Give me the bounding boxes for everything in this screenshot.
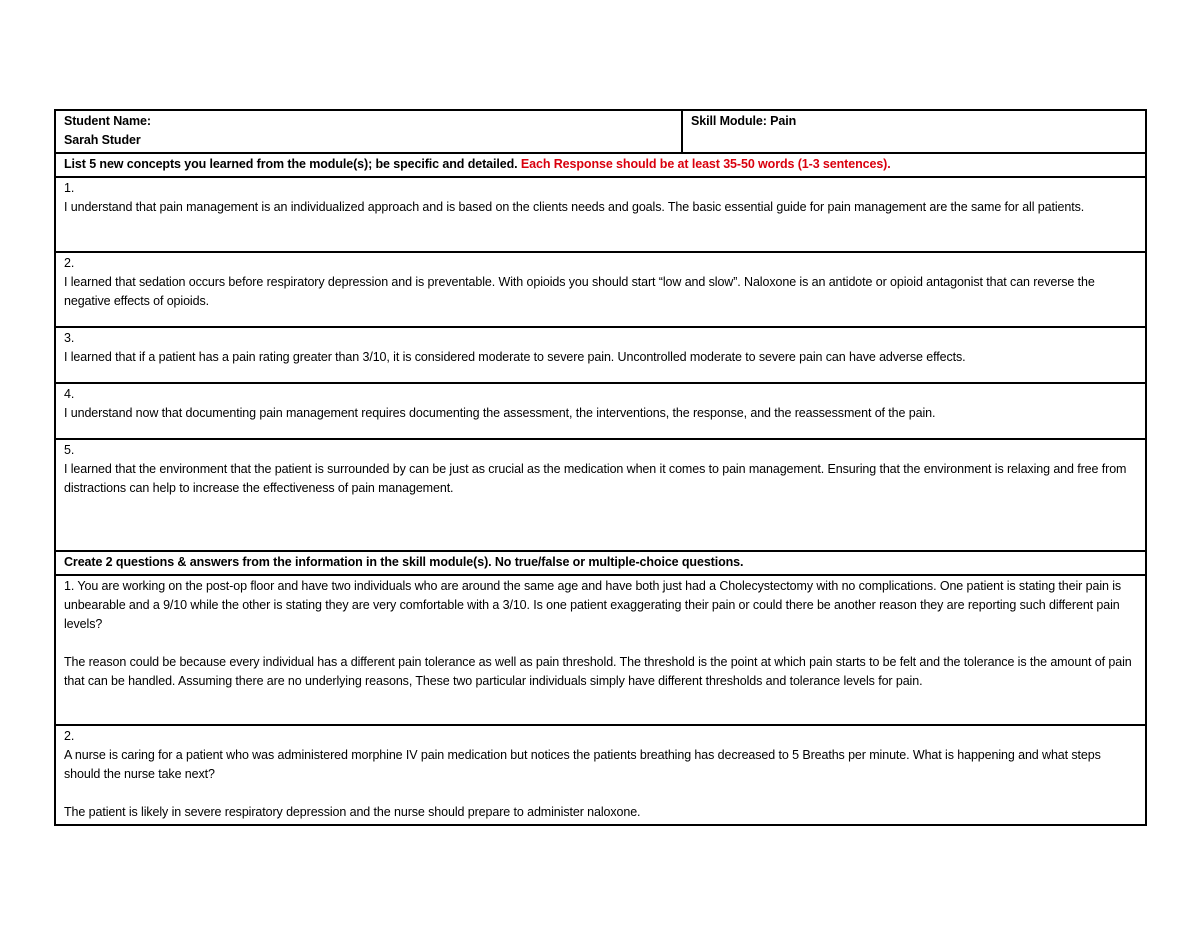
concept-row-5 — [55, 439, 1146, 551]
concept-text-5: I learned that the environment that the patient is surrounded by can be just as crucial as the medication when it comes to pain management. Ensuring that the environment is relaxing and free from distractions can help to increase the effectiveness of pain management. — [64, 462, 1127, 495]
concept-row-1 — [55, 177, 1146, 252]
questions-instruction-row — [55, 551, 1146, 575]
concept-cell-5 — [55, 439, 1146, 551]
blank-line — [64, 784, 1137, 803]
concept-text-2: I learned that sedation occurs before respiratory depression and is preventable. With opioids you should start “low and slow”. Naloxone is an antidote or opioid antagonist that can reverse the negative effects of opioids. — [64, 275, 1095, 308]
question-number-2: 2. — [64, 729, 75, 743]
concept-row-2 — [55, 252, 1146, 327]
concepts-instruction: List 5 new concepts you learned from the module(s); be specific and detailed. — [64, 157, 518, 171]
question-cell-1 — [55, 575, 1146, 725]
answer-text-2: The patient is likely in severe respiratory depression and the nurse should prepare to administer naloxone. — [64, 805, 641, 819]
concept-text-4: I understand now that documenting pain management requires documenting the assessment, the interventions, the response, and the reassessment of the pain. — [64, 406, 936, 420]
student-name-value: Sarah Studer — [64, 133, 141, 147]
concept-number-2: 2. — [64, 256, 75, 270]
concepts-requirement: Each Response should be at least 35-50 words (1-3 sentences). — [520, 157, 891, 171]
answer-text-1: The reason could be because every individual has a different pain tolerance as well as pain threshold. The threshold is the point at which pain starts to be felt and the tolerance is the amount of pain that can be handled. Assuming there are no underlying reasons, These two particular individuals simply have different thresholds and tolerance levels for pain. — [64, 655, 1132, 688]
concept-number-4: 4. — [64, 387, 75, 401]
concept-cell-1 — [55, 177, 1146, 252]
concept-row-4 — [55, 383, 1146, 439]
questions-instruction-cell — [55, 551, 1146, 575]
student-name-label: Student Name: — [64, 114, 151, 128]
questions-instruction: Create 2 questions & answers from the information in the skill module(s). No true/false or multiple-choice questions. — [64, 555, 744, 569]
concept-cell-2 — [55, 252, 1146, 327]
skill-module-label: Skill Module: Pain — [691, 114, 797, 128]
skill-module-form — [54, 109, 1147, 826]
skill-module-cell — [682, 110, 1146, 153]
question-cell-2 — [55, 725, 1146, 825]
question-row-2 — [55, 725, 1146, 825]
header-row — [55, 110, 1146, 153]
question-row-1 — [55, 575, 1146, 725]
question-text-1: 1. You are working on the post-op floor and have two individuals who are around the same age and have both just had a Cholecystectomy with no complications. One patient is stating their pain is unbearable and a 9/10 while the other is stating they are very comfortable with a 3/10. Is one patient exaggerating their pain or could there be another reason they are reporting such different pain levels? — [64, 579, 1122, 631]
concept-text-1: I understand that pain management is an individualized approach and is based on the clients needs and goals. The basic essential guide for pain management are the same for all patients. — [64, 200, 1085, 214]
concept-text-3: I learned that if a patient has a pain rating greater than 3/10, it is considered moderate to severe pain. Uncontrolled moderate to severe pain can have adverse effects. — [64, 350, 966, 364]
concepts-instruction-row — [55, 153, 1146, 177]
concept-number-5: 5. — [64, 443, 75, 457]
concept-number-3: 3. — [64, 331, 75, 345]
concept-cell-4 — [55, 383, 1146, 439]
student-name-cell — [55, 110, 682, 153]
concept-number-1: 1. — [64, 181, 75, 195]
concept-cell-3 — [55, 327, 1146, 383]
question-text-2: A nurse is caring for a patient who was administered morphine IV pain medication but notices the patients breathing has decreased to 5 Breaths per minute. What is happening and what steps should the nurse take next? — [64, 748, 1101, 781]
concept-row-3 — [55, 327, 1146, 383]
blank-line — [64, 634, 1137, 653]
concepts-instruction-cell — [55, 153, 1146, 177]
